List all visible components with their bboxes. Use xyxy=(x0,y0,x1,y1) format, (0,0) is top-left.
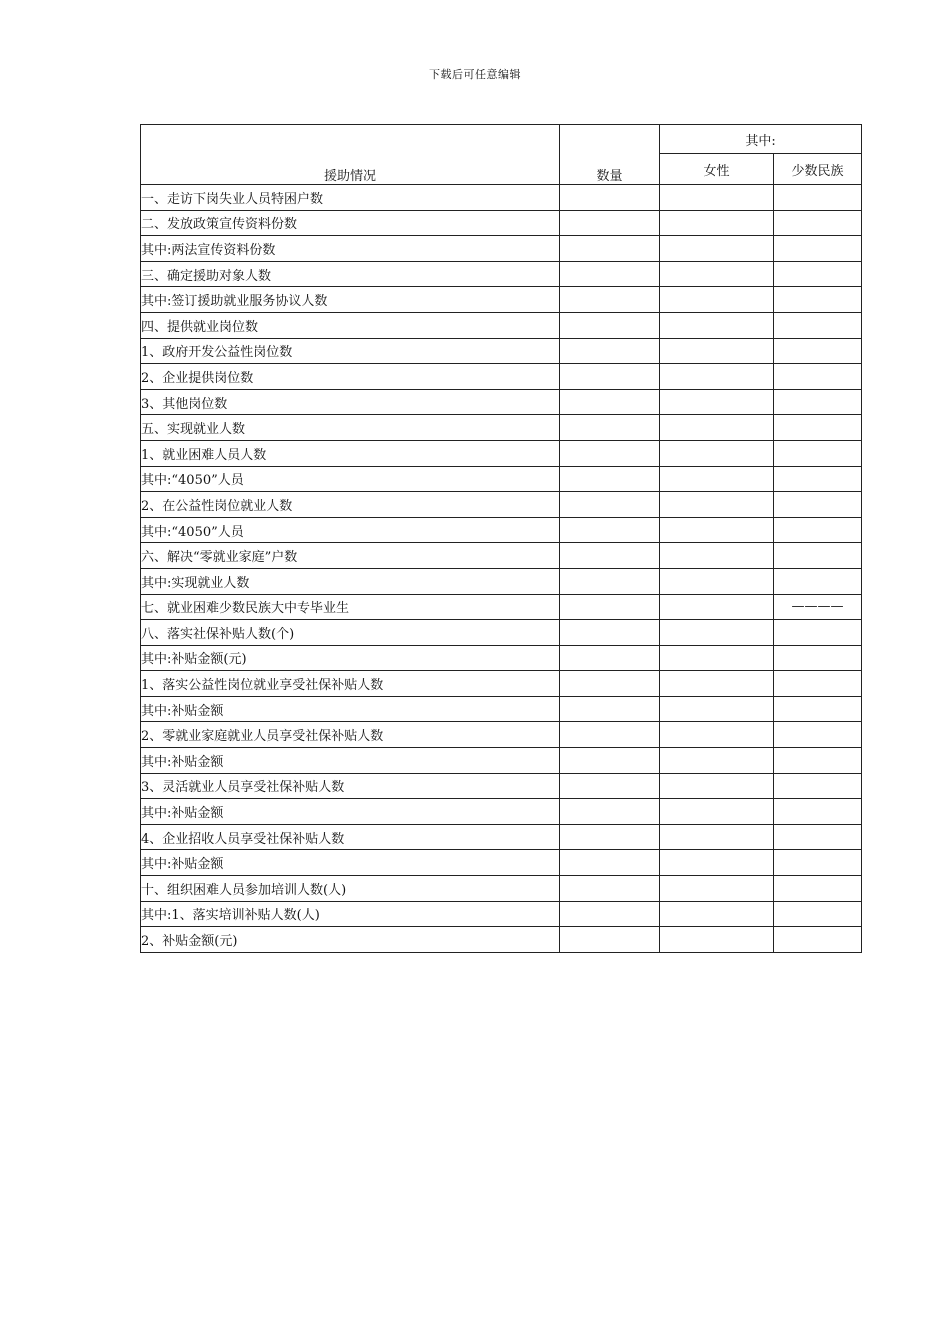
minority-cell xyxy=(774,466,862,492)
quantity-cell xyxy=(560,543,660,569)
minority-cell xyxy=(774,492,862,518)
row-label: 其中:补贴金额 xyxy=(141,696,560,722)
female-cell xyxy=(660,748,774,774)
table-row xyxy=(141,492,862,518)
female-cell xyxy=(660,287,774,313)
quantity-cell xyxy=(560,364,660,390)
table-row xyxy=(141,261,862,287)
table-row xyxy=(141,287,862,313)
table-row xyxy=(141,696,862,722)
quantity-cell xyxy=(560,287,660,313)
table-row xyxy=(141,543,862,569)
minority-cell xyxy=(774,440,862,466)
row-label: 其中:两法宣传资料份数 xyxy=(141,236,560,262)
minority-cell xyxy=(774,312,862,338)
minority-cell xyxy=(774,210,862,236)
female-cell xyxy=(660,901,774,927)
female-cell xyxy=(660,696,774,722)
female-cell xyxy=(660,415,774,441)
minority-cell xyxy=(774,415,862,441)
table-row xyxy=(141,594,862,620)
table-row xyxy=(141,210,862,236)
minority-cell xyxy=(774,824,862,850)
quantity-cell xyxy=(560,312,660,338)
quantity-cell xyxy=(560,338,660,364)
minority-cell xyxy=(774,261,862,287)
quantity-cell xyxy=(560,773,660,799)
row-label: 2、补贴金额(元) xyxy=(141,927,560,953)
minority-cell xyxy=(774,517,862,543)
female-cell xyxy=(660,671,774,697)
quantity-cell xyxy=(560,185,660,211)
table-row xyxy=(141,236,862,262)
quantity-cell xyxy=(560,850,660,876)
row-label: 其中:补贴金额(元) xyxy=(141,645,560,671)
row-label: 五、实现就业人数 xyxy=(141,415,560,441)
minority-cell xyxy=(774,338,862,364)
header-aid-situation: 援助情况 xyxy=(141,125,560,185)
minority-cell xyxy=(774,927,862,953)
quantity-cell xyxy=(560,645,660,671)
female-cell xyxy=(660,440,774,466)
table-row xyxy=(141,876,862,902)
row-label: 其中:补贴金额 xyxy=(141,748,560,774)
row-label: 十、组织困难人员参加培训人数(人) xyxy=(141,876,560,902)
minority-cell xyxy=(774,773,862,799)
minority-cell xyxy=(774,620,862,646)
table-row xyxy=(141,773,862,799)
quantity-cell xyxy=(560,876,660,902)
female-cell xyxy=(660,568,774,594)
minority-cell: ———— xyxy=(774,594,862,620)
quantity-cell xyxy=(560,236,660,262)
row-label: 四、提供就业岗位数 xyxy=(141,312,560,338)
row-label: 1、落实公益性岗位就业享受社保补贴人数 xyxy=(141,671,560,697)
female-cell xyxy=(660,185,774,211)
minority-cell xyxy=(774,799,862,825)
quantity-cell xyxy=(560,901,660,927)
row-label: 其中:1、落实培训补贴人数(人) xyxy=(141,901,560,927)
table-row xyxy=(141,364,862,390)
quantity-cell xyxy=(560,492,660,518)
quantity-cell xyxy=(560,440,660,466)
quantity-cell xyxy=(560,389,660,415)
minority-cell xyxy=(774,236,862,262)
row-label: 其中:补贴金额 xyxy=(141,799,560,825)
quantity-cell xyxy=(560,824,660,850)
minority-cell xyxy=(774,543,862,569)
table-row xyxy=(141,799,862,825)
female-cell xyxy=(660,824,774,850)
quantity-cell xyxy=(560,568,660,594)
header-female: 女性 xyxy=(660,154,774,185)
table-row xyxy=(141,338,862,364)
table-row xyxy=(141,620,862,646)
minority-cell xyxy=(774,850,862,876)
table-body xyxy=(141,185,862,953)
row-label: 二、发放政策宣传资料份数 xyxy=(141,210,560,236)
quantity-cell xyxy=(560,415,660,441)
quantity-cell xyxy=(560,696,660,722)
female-cell xyxy=(660,492,774,518)
row-label: 其中:“4050”人员 xyxy=(141,517,560,543)
minority-cell xyxy=(774,287,862,313)
quantity-cell xyxy=(560,261,660,287)
minority-cell xyxy=(774,722,862,748)
minority-cell xyxy=(774,901,862,927)
minority-cell xyxy=(774,671,862,697)
minority-cell xyxy=(774,645,862,671)
header-quantity: 数量 xyxy=(560,125,660,185)
row-label: 一、走访下岗失业人员特困户数 xyxy=(141,185,560,211)
female-cell xyxy=(660,850,774,876)
female-cell xyxy=(660,645,774,671)
quantity-cell xyxy=(560,722,660,748)
female-cell xyxy=(660,236,774,262)
row-label: 其中:“4050”人员 xyxy=(141,466,560,492)
table-row xyxy=(141,415,862,441)
minority-cell xyxy=(774,568,862,594)
quantity-cell xyxy=(560,210,660,236)
minority-cell xyxy=(774,185,862,211)
aid-statistics-table xyxy=(140,124,862,953)
row-label: 2、在公益性岗位就业人数 xyxy=(141,492,560,518)
table-row xyxy=(141,645,862,671)
female-cell xyxy=(660,517,774,543)
row-label: 其中:签订援助就业服务协议人数 xyxy=(141,287,560,313)
row-label: 六、解决“零就业家庭”户数 xyxy=(141,543,560,569)
table-row xyxy=(141,927,862,953)
header-minority: 少数民族 xyxy=(774,154,862,185)
table-row xyxy=(141,389,862,415)
female-cell xyxy=(660,261,774,287)
quantity-cell xyxy=(560,671,660,697)
header-of-which: 其中: xyxy=(660,125,862,154)
row-label: 八、落实社保补贴人数(个) xyxy=(141,620,560,646)
table-row xyxy=(141,466,862,492)
table-row xyxy=(141,722,862,748)
table-row xyxy=(141,568,862,594)
quantity-cell xyxy=(560,927,660,953)
female-cell xyxy=(660,927,774,953)
minority-cell xyxy=(774,389,862,415)
female-cell xyxy=(660,210,774,236)
female-cell xyxy=(660,773,774,799)
table-row xyxy=(141,748,862,774)
row-label: 3、其他岗位数 xyxy=(141,389,560,415)
table-row xyxy=(141,440,862,466)
female-cell xyxy=(660,312,774,338)
minority-cell xyxy=(774,748,862,774)
female-cell xyxy=(660,338,774,364)
row-label: 2、零就业家庭就业人员享受社保补贴人数 xyxy=(141,722,560,748)
row-label: 七、就业困难少数民族大中专毕业生 xyxy=(141,594,560,620)
quantity-cell xyxy=(560,466,660,492)
quantity-cell xyxy=(560,517,660,543)
female-cell xyxy=(660,722,774,748)
minority-cell xyxy=(774,364,862,390)
female-cell xyxy=(660,389,774,415)
row-label: 2、企业提供岗位数 xyxy=(141,364,560,390)
female-cell xyxy=(660,364,774,390)
quantity-cell xyxy=(560,748,660,774)
female-cell xyxy=(660,876,774,902)
female-cell xyxy=(660,799,774,825)
table-row xyxy=(141,185,862,211)
row-label: 三、确定援助对象人数 xyxy=(141,261,560,287)
page-header-note: 下载后可任意编辑 xyxy=(429,68,521,81)
quantity-cell xyxy=(560,620,660,646)
quantity-cell xyxy=(560,594,660,620)
row-label: 其中:补贴金额 xyxy=(141,850,560,876)
row-label: 3、灵活就业人员享受社保补贴人数 xyxy=(141,773,560,799)
female-cell xyxy=(660,466,774,492)
table-row xyxy=(141,671,862,697)
female-cell xyxy=(660,620,774,646)
quantity-cell xyxy=(560,799,660,825)
row-label: 其中:实现就业人数 xyxy=(141,568,560,594)
minority-cell xyxy=(774,876,862,902)
row-label: 1、政府开发公益性岗位数 xyxy=(141,338,560,364)
table-row xyxy=(141,517,862,543)
minority-cell xyxy=(774,696,862,722)
row-label: 1、就业困难人员人数 xyxy=(141,440,560,466)
female-cell xyxy=(660,594,774,620)
table-row xyxy=(141,901,862,927)
table-row xyxy=(141,850,862,876)
row-label: 4、企业招收人员享受社保补贴人数 xyxy=(141,824,560,850)
table-row xyxy=(141,312,862,338)
female-cell xyxy=(660,543,774,569)
table-row xyxy=(141,824,862,850)
